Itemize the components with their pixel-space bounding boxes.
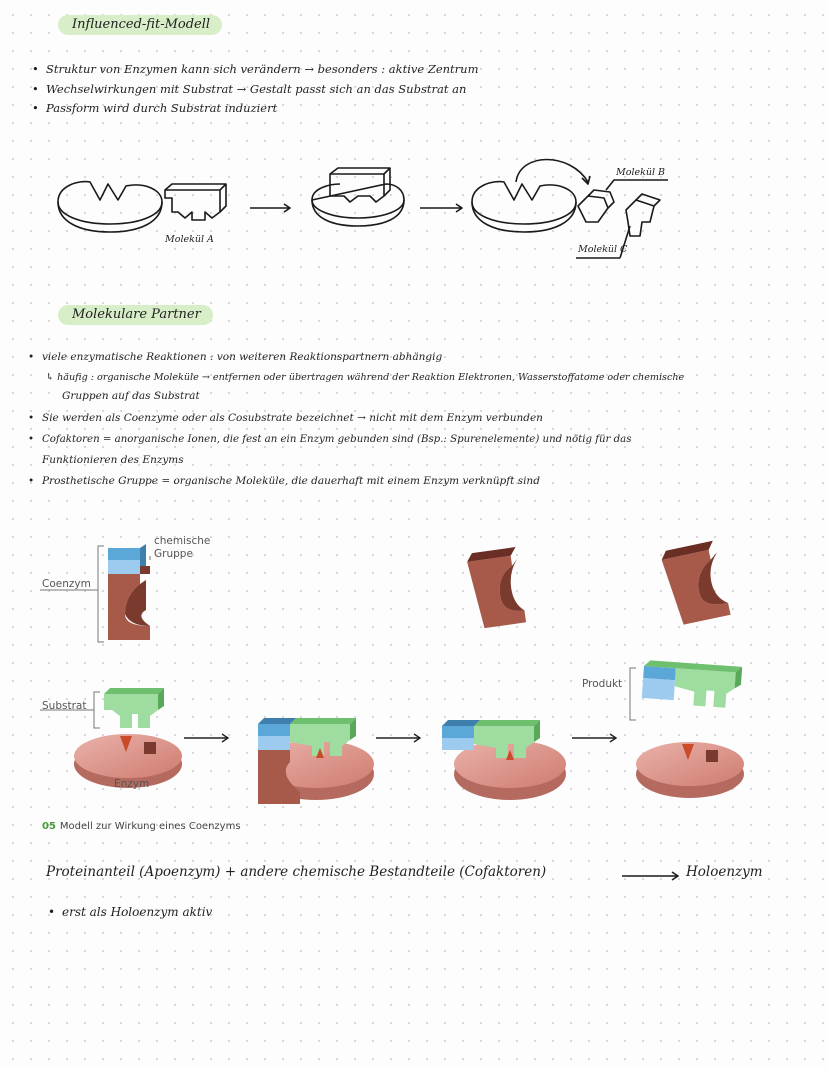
bullet-passform: • Passform wird durch Substrat induziert <box>46 101 277 115</box>
product-shape <box>641 660 742 709</box>
induced-fit-sketch <box>0 160 828 270</box>
complex-stage-2 <box>258 718 374 804</box>
enzyme-shape-4 <box>636 742 744 798</box>
label-gruppe: Gruppe <box>154 548 193 560</box>
bullet-erst-aktiv: • erst als Holoenzym aktiv <box>62 905 212 919</box>
label-enzym: Enzym <box>114 778 150 790</box>
sub-bullet-gruppen: Gruppen auf das Substrat <box>62 390 200 402</box>
complex-stage-3 <box>442 720 566 800</box>
bullet-cofaktoren-cont: Funktionieren des Enzyms <box>42 454 184 466</box>
label-molekuel-c: Molekül C <box>578 244 628 255</box>
bullet-struktur: • Struktur von Enzymen kann sich verändern → besonders : aktive Zentrum <box>46 62 479 76</box>
bullet-coenzyme: • Sie werden als Coenzyme oder als Cosubstrate bezeichnet → nicht mit dem Enzym verbunden <box>42 412 543 424</box>
label-molekuel-b: Molekül B <box>616 167 666 178</box>
sub-bullet-haeufig: ↳ häufig : organische Moleküle → entfernen oder übertragen während der Reaktion Elektronen, Wasserstoffatome oder chemische <box>46 372 685 383</box>
caption-text: Modell zur Wirkung eines Coenzyms <box>59 821 241 832</box>
label-molekuel-a: Molekül A <box>165 234 214 245</box>
bullet-wechselwirkungen: • Wechselwirkungen mit Substrat → Gestalt passt sich an das Substrat an <box>46 82 466 96</box>
section-heading-molekulare-partner: Molekulare Partner <box>58 305 213 325</box>
bullet-prosthetische-gruppe: • Prosthetische Gruppe = organische Moleküle, die dauerhaft mit einem Enzym verknüpft sind <box>42 475 540 487</box>
label-coenzym: Coenzym <box>42 578 91 590</box>
coenzyme-shape <box>108 544 150 640</box>
equation-left: Proteinanteil (Apoenzym) + andere chemische Bestandteile (Cofaktoren) <box>46 864 547 880</box>
equation-arrow <box>622 870 692 882</box>
bullet-cofaktoren: • Cofaktoren = anorganische Ionen, die fest an ein Enzym gebunden sind (Bsp.: Spurenelemente) und nötig für das <box>42 434 631 445</box>
bullet-reaktionspartner: • viele enzymatische Reaktionen : von weiteren Reaktionspartnern abhängig <box>42 351 442 363</box>
free-coenzyme-1 <box>466 547 526 629</box>
section-heading-influenced-fit: Influenced-fit-Modell <box>58 15 222 35</box>
free-coenzyme-2 <box>660 540 731 626</box>
label-substrat: Substrat <box>42 700 87 712</box>
substrate-shape <box>104 688 164 728</box>
equation-right: Holoenzym <box>686 864 763 880</box>
figure-caption <box>42 821 241 832</box>
caption-number: 05 <box>42 821 56 832</box>
label-chemische: chemische <box>154 535 211 547</box>
label-produkt: Produkt <box>582 678 623 690</box>
